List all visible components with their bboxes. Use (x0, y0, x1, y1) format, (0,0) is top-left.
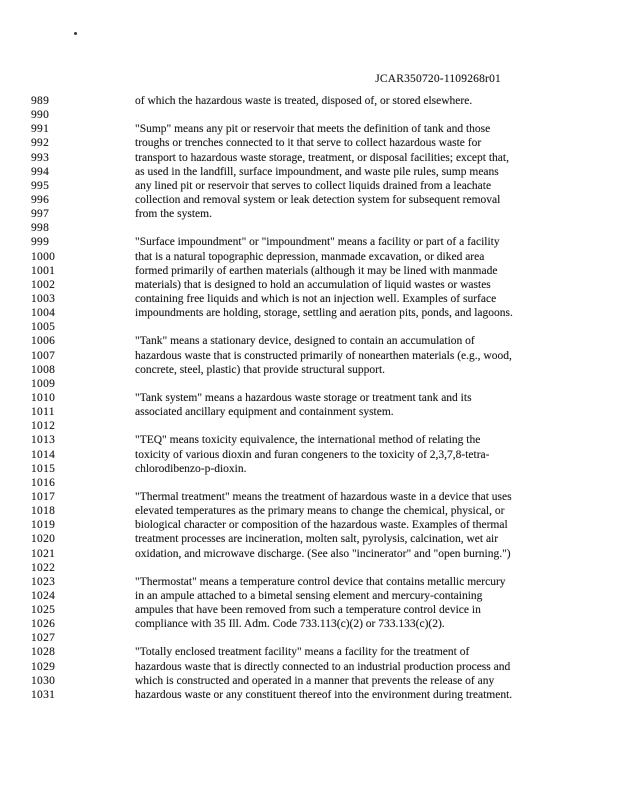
line-text: of which the hazardous waste is treated, disposed of, or stored elsewhere. (135, 95, 473, 107)
line-text: materials) that is designed to hold an accumulation of liquid wastes or wastes (135, 278, 491, 291)
line-number: 1026 (31, 618, 56, 631)
line-number: 994 (31, 165, 50, 178)
document-line (31, 165, 600, 179)
line-text: biological character or composition of the hazardous waste. Examples of thermal (135, 519, 508, 532)
line-text: from the system. (135, 208, 212, 221)
line-text: "Surface impoundment" or "impoundment" means a facility or part of a facility (135, 236, 500, 249)
document-line (31, 631, 600, 645)
line-number: 1019 (31, 519, 56, 532)
document-line (31, 462, 600, 476)
line-number: 1027 (31, 632, 56, 645)
line-number: 989 (31, 95, 50, 107)
line-text: ampules that have been removed from such a temperature control device in (135, 604, 481, 617)
document-line (31, 405, 600, 419)
line-text: collection and removal system or leak detection system for subsequent removal (135, 193, 501, 206)
document-line (31, 94, 600, 108)
line-number: 1022 (31, 561, 56, 574)
line-text: concrete, steel, plastic) that provide structural support. (135, 363, 386, 376)
document-line (31, 490, 600, 504)
line-number: 993 (31, 151, 50, 164)
line-text: hazardous waste that is constructed primarily of nonearthen materials (e.g., wood, (135, 349, 512, 362)
document-line (31, 207, 600, 221)
line-text: containing free liquids and which is not an injection well. Examples of surface (135, 292, 497, 305)
line-number: 1005 (31, 321, 56, 334)
line-number: 1012 (31, 420, 56, 433)
line-number: 1009 (31, 377, 56, 390)
line-text: as used in the landfill, surface impoundment, and waste pile rules, sump means (135, 165, 499, 178)
document-line (31, 476, 600, 490)
line-text: hazardous waste that is directly connected to an industrial production process and (135, 660, 511, 673)
line-number: 1030 (31, 674, 56, 687)
line-number: 992 (31, 137, 50, 150)
document-line (31, 674, 600, 688)
document-line (31, 547, 600, 561)
document-line (31, 136, 600, 150)
line-text: "TEQ" means toxicity equivalence, the international method of relating the (135, 434, 481, 447)
document-line (31, 688, 600, 702)
line-number: 996 (31, 193, 50, 206)
line-text: elevated temperatures as the primary means to change the chemical, physical, or (135, 505, 505, 518)
document-line (31, 532, 600, 546)
line-number: 1016 (31, 476, 56, 489)
document-line (31, 603, 600, 617)
line-number: 1021 (31, 547, 56, 560)
document-line (31, 179, 600, 193)
line-number: 1017 (31, 490, 56, 503)
line-text: "Thermal treatment" means the treatment of hazardous waste in a device that uses (135, 490, 512, 503)
document-line (31, 334, 600, 348)
line-number: 1028 (31, 646, 56, 659)
document-line (31, 589, 600, 603)
line-text: any lined pit or reservoir that serves to collect liquids drained from a leachate (135, 179, 492, 192)
line-number: 998 (31, 222, 50, 235)
document-line (31, 264, 600, 278)
line-number: 1008 (31, 363, 56, 376)
line-number: 1003 (31, 292, 56, 305)
document-line (31, 108, 600, 122)
line-text: which is constructed and operated in a manner that prevents the release of any (135, 674, 495, 687)
document-header-ref: JCAR350720-1109268r01 (375, 73, 501, 85)
document-line (31, 306, 600, 320)
document-line (31, 349, 600, 363)
line-number: 1015 (31, 462, 56, 475)
line-text: toxicity of various dioxin and furan congeners to the toxicity of 2,3,7,8-tetra- (135, 448, 490, 461)
document-line (31, 320, 600, 334)
line-number: 1024 (31, 589, 56, 602)
document-line (31, 391, 600, 405)
line-number: 995 (31, 179, 50, 192)
document-line (31, 221, 600, 235)
line-number: 1013 (31, 434, 56, 447)
document-line (31, 575, 600, 589)
document-line (31, 518, 600, 532)
line-text: oxidation, and microwave discharge. (See also "incinerator" and "open burning.") (135, 547, 511, 560)
document-line (31, 448, 600, 462)
line-text: "Tank system" means a hazardous waste storage or treatment tank and its (135, 391, 472, 404)
line-text: hazardous waste or any constituent thereof into the environment during treatment. (135, 688, 513, 701)
line-number: 1020 (31, 533, 56, 546)
line-text: associated ancillary equipment and containment system. (135, 406, 394, 419)
scan-artifact-dot (74, 32, 77, 35)
line-number: 1006 (31, 335, 56, 348)
line-number: 1000 (31, 250, 56, 263)
document-line (31, 377, 600, 391)
document-line (31, 433, 600, 447)
line-text: "Totally enclosed treatment facility" means a facility for the treatment of (135, 646, 470, 659)
document-line (31, 660, 600, 674)
line-number: 1023 (31, 575, 56, 588)
document-line (31, 250, 600, 264)
line-number: 1025 (31, 604, 56, 617)
line-number: 1014 (31, 448, 56, 461)
line-text: "Tank" means a stationary device, designed to contain an accumulation of (135, 335, 475, 348)
line-number: 1002 (31, 278, 56, 291)
line-text: treatment processes are incineration, molten salt, pyrolysis, calcination, wet air (135, 533, 499, 546)
document-line (31, 292, 600, 306)
line-number: 999 (31, 236, 50, 249)
line-number: 1031 (31, 688, 56, 701)
line-number: 1029 (31, 660, 56, 673)
line-text: troughs or trenches connected to it that serve to collect hazardous waste for (135, 137, 482, 150)
line-text: that is a natural topographic depression, manmade excavation, or diked area (135, 250, 485, 263)
line-number: 991 (31, 123, 50, 136)
line-text: in an ampule attached to a bimetal sensing element and mercury-containing (135, 589, 483, 602)
line-number: 1010 (31, 391, 56, 404)
document-line (31, 419, 600, 433)
line-text: impoundments are holding, storage, settling and aeration pits, ponds, and lagoons. (135, 307, 513, 320)
document-line (31, 504, 600, 518)
document-line (31, 617, 600, 631)
line-text: compliance with 35 Ill. Adm. Code 733.113(c)(2) or 733.133(c)(2). (135, 618, 445, 631)
document-body (31, 94, 600, 702)
line-text: chlorodibenzo-p-dioxin. (135, 462, 247, 475)
line-text: transport to hazardous waste storage, treatment, or disposal facilities; except that, (135, 151, 509, 164)
document-line (31, 363, 600, 377)
line-number: 1007 (31, 349, 56, 362)
line-text: "Thermostat" means a temperature control device that contains metallic mercury (135, 575, 506, 588)
line-number: 1018 (31, 505, 56, 518)
document-line (31, 561, 600, 575)
document-line (31, 235, 600, 249)
line-number: 1004 (31, 307, 56, 320)
document-line (31, 193, 600, 207)
line-number: 997 (31, 208, 50, 221)
document-line (31, 645, 600, 659)
document-line (31, 122, 600, 136)
line-number: 1001 (31, 264, 56, 277)
line-number: 1011 (31, 406, 55, 419)
document-line (31, 278, 600, 292)
line-text: "Sump" means any pit or reservoir that meets the definition of tank and those (135, 123, 491, 136)
document-line (31, 151, 600, 165)
line-text: formed primarily of earthen materials (although it may be lined with manmade (135, 264, 498, 277)
line-number: 990 (31, 109, 50, 122)
